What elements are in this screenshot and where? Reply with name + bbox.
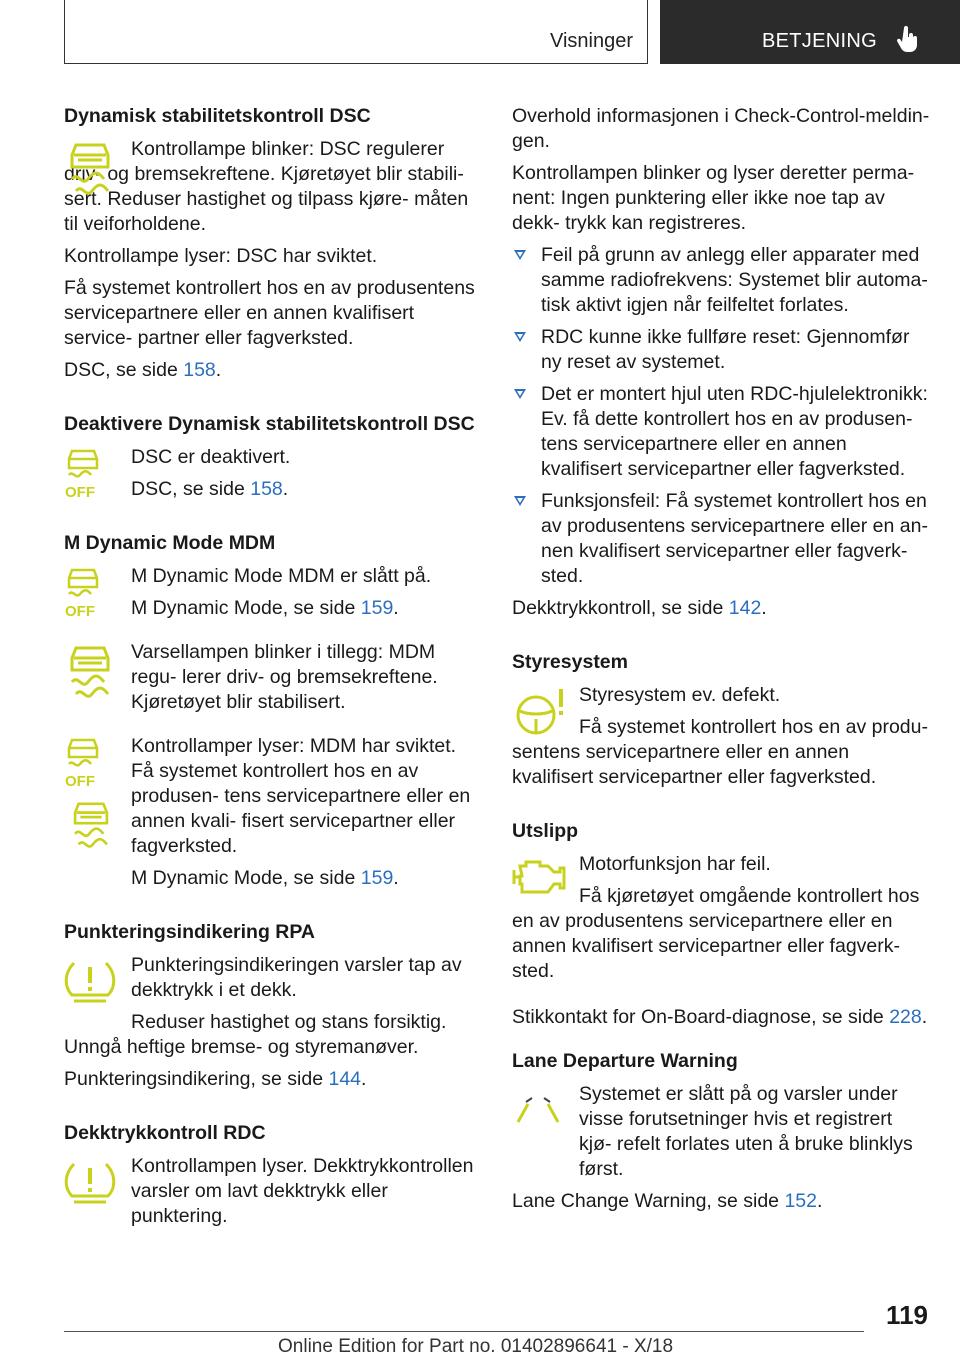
rpa-ref: Punkteringsindikering, se side 144.: [64, 1068, 367, 1090]
tire-pressure-warning-icon: [64, 957, 116, 1005]
dsc-p3: Få systemet kontrollert hos en av produsentens servicepartnere eller en annen kvalifisert service- partner eller fagverksted.: [64, 277, 475, 349]
dsc-p1: Kontrollampe blinker: DSC regulerer driv- og bremsekreftene. Kjøretøyet blir stabili- sert. Reduser hastighet og tilpass kjøre- måten til veiforholdene.: [64, 138, 469, 235]
dsc-p2: Kontrollampe lyser: DSC har sviktet.: [64, 245, 378, 267]
link-page-158b[interactable]: 158: [250, 478, 283, 500]
emission-p1: Motorfunksjon har feil.: [579, 853, 771, 875]
list-item: RDC kunne ikke fullføre reset: Gjennomfør ny reset av systemet.: [512, 325, 930, 375]
mdm-car-skid-icon: [64, 644, 116, 700]
tire-pressure-icon: [64, 1158, 116, 1206]
rdc-cont-p1: Overhold informasjonen i Check-Control-meldin- gen.: [512, 105, 930, 152]
dsc-block: [64, 137, 484, 237]
svg-text:OFF: OFF: [65, 773, 95, 790]
triangle-bullet-icon: [514, 389, 526, 399]
section-title-dsc-off: Deaktivere Dynamisk stabilitetskontroll DSC: [64, 413, 475, 435]
rdc-p1: Kontrollampen lyser. Dekktrykkontrollen varsler om lavt dekktrykk eller punktering.: [131, 1155, 474, 1227]
hand-pointer-icon: [896, 26, 918, 52]
header-section-box: [64, 0, 648, 64]
header-section-label: Visninger: [549, 30, 633, 52]
mdm-off-icon: [64, 568, 104, 620]
mdm-block-1: [64, 564, 484, 621]
mdm-p1: M Dynamic Mode MDM er slått på.: [131, 565, 432, 587]
dsc-ref: DSC, se side 158.: [64, 359, 222, 381]
svg-text:OFF: OFF: [65, 603, 95, 620]
section-title-steering: Styresystem: [512, 651, 628, 673]
section-title-rpa: Punkteringsindikering RPA: [64, 921, 316, 943]
mdm-p2: Varsellampen blinker i tillegg: MDM regu- lerer driv- og bremsekreftene. Kjøretøyet blir stabilisert.: [131, 641, 438, 713]
section-title-ldw: Lane Departure Warning: [512, 1050, 738, 1072]
steering-p1: Styresystem ev. defekt.: [579, 684, 781, 706]
header-chapter-box: [660, 0, 960, 64]
steering-p2: Få systemet kontrollert hos en av produ- sentens servicepartnere eller en annen kvalifisert servicepartner eller fagverksted.: [512, 716, 928, 788]
right-column: [512, 104, 930, 1221]
link-page-142[interactable]: 142: [728, 597, 762, 619]
list-item: Det er montert hjul uten RDC-hjulelektronikk: Ev. få dette kontrollert hos en av produsen- tens servicepartnere eller en annen kvalifisert servicepartner eller fagverksted.: [512, 382, 930, 482]
dsc-car-skid-icon: [64, 141, 116, 197]
ldw-p1: Systemet er slått på og varsler under visse forutsetninger hvis et registrert kjø- refelt forlates uten å bruke blinklys først.: [579, 1083, 913, 1180]
triangle-bullet-icon: [514, 250, 526, 260]
rpa-block: [64, 953, 484, 1060]
mdm-p3: Kontrollamper lyser: MDM har sviktet. Få systemet kontrollert hos en av produsen- tens servicepartnere eller en annen kvali- fisert servicepartner eller fagverksted.: [131, 735, 471, 857]
link-page-158[interactable]: 158: [183, 359, 216, 381]
rpa-p2: Reduser hastighet og stans forsiktig. Unngå heftige bremse- og styremanøver.: [64, 1011, 447, 1058]
mdm-off-icon-2: [64, 738, 104, 790]
triangle-bullet-icon: [514, 332, 526, 342]
header-chapter-label: BETJENING: [762, 30, 877, 52]
rpa-p1: Punkteringsindikeringen varsler tap av dekktrykk i et dekk.: [131, 954, 462, 1001]
triangle-bullet-icon: [514, 496, 526, 506]
list-item: Feil på grunn av anlegg eller apparater med samme radiofrekvens: Systemet blir automa- tisk aktivt igjen når feilfeltet forlates.: [512, 243, 930, 318]
lane-departure-icon: [512, 1096, 564, 1126]
dsc-off-icon: [64, 449, 104, 501]
link-page-144[interactable]: 144: [328, 1068, 362, 1090]
rdc-block: [64, 1154, 484, 1229]
list-item: Funksjonsfeil: Få systemet kontrollert hos en av produsentens servicepartnere eller en an- nen kvalifisert servicepartner eller fagverk- sted.: [512, 489, 930, 589]
rdc-ref: Dekktrykkontroll, se side 142.: [512, 597, 767, 619]
rdc-cont-p2: Kontrollampen blinker og lyser deretter perma- nent: Ingen punktering eller ikke noe tap av dekk- trykk kan registreres.: [512, 162, 915, 234]
page-number: 119: [886, 1300, 928, 1330]
section-title-dsc: Dynamisk stabilitetskontroll DSC: [64, 105, 371, 127]
section-title-mdm: M Dynamic Mode MDM: [64, 532, 276, 554]
emission-block: [512, 852, 930, 984]
steering-warning-icon: [512, 687, 568, 737]
section-title-emission: Utslipp: [512, 820, 579, 842]
ldw-block: [512, 1082, 930, 1182]
link-page-152[interactable]: 152: [784, 1190, 817, 1212]
dsc-off-ref: DSC, se side 158.: [131, 478, 289, 500]
link-page-159b[interactable]: 159: [360, 867, 394, 889]
footer-edition: Online Edition for Part no. 01402896641 - X/18: [278, 1336, 674, 1357]
mdm-car-skid-icon-2: [68, 800, 114, 850]
left-column: [64, 104, 484, 1236]
svg-text:OFF: OFF: [65, 484, 95, 501]
engine-icon: [512, 856, 568, 896]
steering-block: [512, 683, 930, 790]
dsc-off-p1: DSC er deaktivert.: [131, 446, 291, 468]
mdm-block-3: [64, 734, 484, 891]
mdm-ref2: M Dynamic Mode, se side 159.: [131, 867, 399, 889]
dsc-off-block: [64, 445, 484, 502]
rdc-bullet-list: [512, 243, 930, 589]
emission-p2: Få kjøretøyet omgående kontrollert hos en av produsentens servicepartnere eller en annen kvalifisert servicepartner eller fagverk- sted.: [512, 885, 920, 982]
link-page-159[interactable]: 159: [360, 597, 394, 619]
emission-ref: Stikkontakt for On-Board-diagnose, se side 228.: [512, 1006, 928, 1028]
link-page-228[interactable]: 228: [889, 1006, 922, 1028]
mdm-block-2: [64, 640, 484, 715]
footer-divider: [64, 1331, 864, 1332]
ldw-ref: Lane Change Warning, se side 152.: [512, 1190, 823, 1212]
mdm-ref1: M Dynamic Mode, se side 159.: [131, 597, 399, 619]
section-title-rdc: Dekktrykkontroll RDC: [64, 1122, 266, 1144]
